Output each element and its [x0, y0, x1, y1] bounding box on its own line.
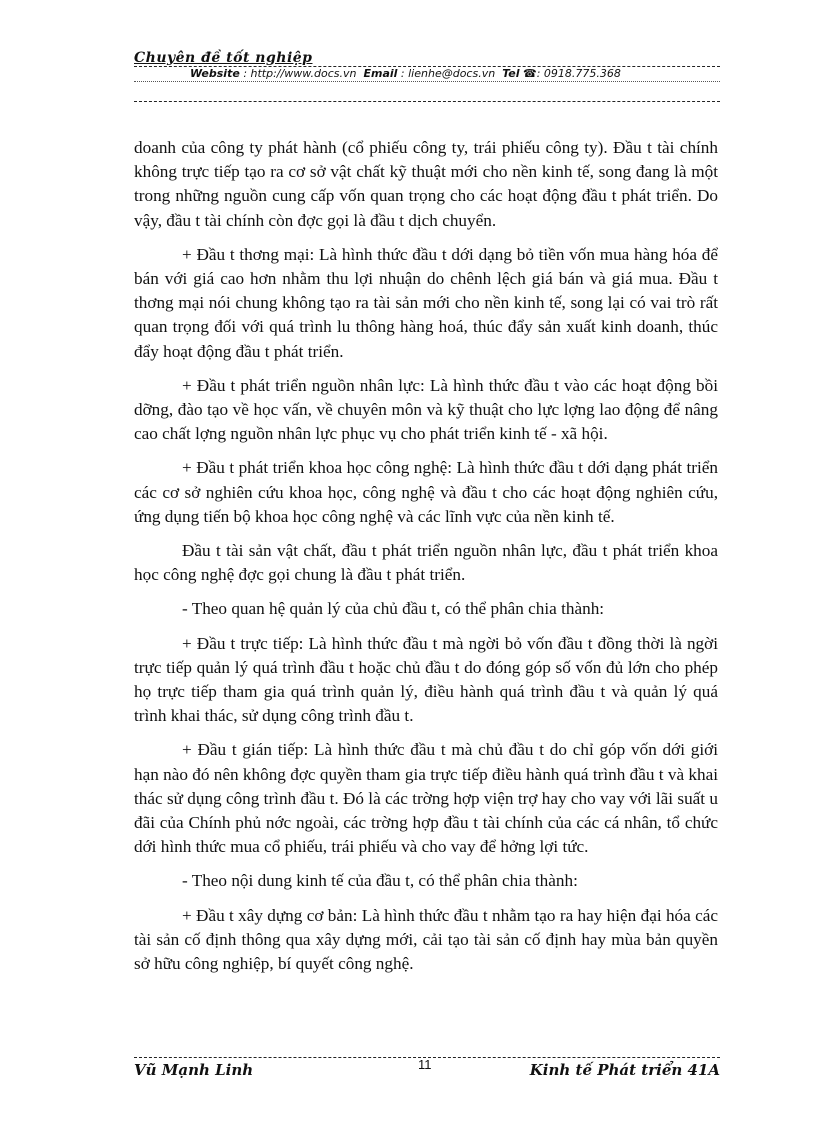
paragraph: - Theo quan hệ quản lý của chủ đầu t, có thể phân chia thành:: [182, 599, 605, 619]
footer-author: Vũ Mạnh Linh: [134, 1061, 254, 1079]
paragraph: - Theo nội dung kinh tế của đầu t, có thể phân chia thành:: [182, 871, 578, 891]
email-label: Email: [363, 67, 398, 80]
tel-label: Tel: [502, 67, 520, 80]
paragraph: + Đầu t xây dựng cơ bản: Là hình thức đầu t nhằm tạo ra hay hiện đại hóa các tài sản cố định thông qua xây dựng mới, cải tạo tài sản cố định hay mùa bản quyền sở hữu công nghiệp, bí quyết công nghệ.: [134, 905, 718, 974]
website-label: Website: [190, 67, 240, 80]
header-divider-2: [134, 101, 720, 102]
paragraph: + Đầu t phát triển khoa học công nghệ: Là hình thức đầu t dới dạng phát triển các cơ sở nghiên cứu khoa học, công nghệ và đầu t cho các hoạt động nghiên cứu, ứng dụng tiến bộ khoa học công nghệ và các lĩnh vực của nền kinh tế.: [134, 458, 718, 526]
paragraph: Đầu t tài sản vật chất, đầu t phát triển nguồn nhân lực, đầu t phát triển khoa học công nghệ đợc gọi chung là đầu t phát triển.: [134, 541, 718, 585]
tel-value: : 0918.775.368: [536, 67, 621, 80]
paragraph: + Đầu t thơng mại: Là hình thức đầu t dới dạng bỏ tiền vốn mua hàng hóa để bán với giá cao hơn nhằm thu lợi nhuận do chênh lệch giá bán và giá mua. Đầu t thơng mại nói chung không tạo ra tài sản mới cho nền kinh tế, song lại có vai trò rất quan trọng đối với quá trình lu thông hàng hoá, thúc đẩy sản xuất kinh doanh, thúc đẩy hoạt động đầu t phát triển.: [134, 244, 718, 361]
paragraph: + Đầu t trực tiếp: Là hình thức đầu t mà ngời bỏ vốn đầu t đồng thời là ngời trực tiếp quản lý quá trình đầu t hoặc chủ đầu t do đóng góp số vốn đủ lớn cho phép họ trực tiếp tham gia quá trình quản lý, điều hành quá trình đầu t và quản lý quá trình khai thác, sử dụng công trình đầu t.: [134, 633, 718, 726]
header-title: Chuyên đề tốt nghiệp: [134, 50, 313, 66]
email-value: : lienhe@docs.vn: [400, 67, 496, 80]
paragraph: + Đầu t phát triển nguồn nhân lực: Là hình thức đầu t vào các hoạt động bồi dỡng, đào tạo về học vấn, về chuyên môn và kỹ thuật cho lực lợng lao động để nâng cao chất lợng nguồn nhân lực phục vụ cho phát triển kinh tế - xã hội.: [134, 375, 718, 444]
paragraph: doanh của công ty phát hành (cổ phiếu công ty, trái phiếu công ty). Đầu t tài chính không trực tiếp tạo ra cơ sở vật chất kỹ thuật mới cho nền kinh tế, song đang là một trong những nguồn cung cấp vốn quan trọng cho các hoạt động đầu t phát triển. Do vậy, đầu t tài chính còn đợc gọi là đầu t dịch chuyển.: [134, 138, 718, 230]
footer-class: Kinh tế Phát triển 41A: [529, 1061, 720, 1079]
paragraph: + Đầu t gián tiếp: Là hình thức đầu t mà chủ đầu t do chỉ góp vốn dới giới hạn nào đó nên không đợc quyền tham gia trực tiếp điều hành quá trình đầu t và khai thác sử dụng công trình đầu t. Đó là các trờng hợp viện trợ hay cho vay với lãi suất u đãi của Chính phủ nớc ngoài, các trờng hợp đầu t tài chính của các cá nhân, tổ chức dới hình thức mua cổ phiếu, trái phiếu và cho vay để hởng lợi tức.: [134, 740, 718, 857]
header-contact: [190, 67, 621, 80]
document-body: [134, 136, 718, 986]
website-value: : http://www.docs.vn: [243, 67, 357, 80]
page-number: 11: [418, 1057, 432, 1072]
header-dotted-rule: [134, 81, 720, 82]
phone-icon: ☎: [523, 67, 537, 80]
